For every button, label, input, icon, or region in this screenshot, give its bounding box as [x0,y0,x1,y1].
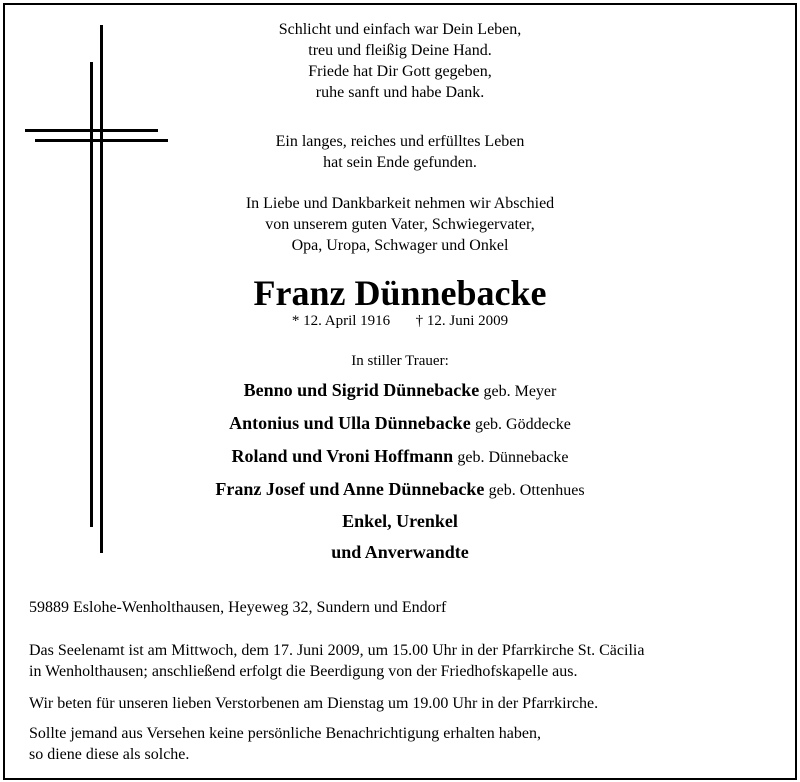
mourner-names: Franz Josef und Anne Dünnebacke [215,479,485,499]
maiden-name: geb. Meyer [483,383,557,400]
mourner-grandchildren: Enkel, Urenkel [342,511,458,531]
requiem-line: in Wenholthausen; anschließend erfolgt die Beerdigung von der Friedhofskapelle aus. [29,663,578,680]
maiden-name: geb. Göddecke [474,416,571,433]
death-date: † 12. Juni 2009 [415,313,509,329]
requiem-info [29,640,769,682]
farewell-line: In Liebe und Dankbarkeit nehmen wir Abschied [245,195,555,212]
note-line: Sollte jemand aus Versehen keine persönliche Benachrichtigung erhalten haben, [29,725,541,742]
poem-line: ruhe sanft und habe Dank. [315,84,485,101]
mourner-names: Benno und Sigrid Dünnebacke [243,380,480,400]
note-line: so diene diese als solche. [29,746,190,763]
birth-date: * 12. April 1916 [291,313,391,329]
farewell-line: von unserem guten Vater, Schwiegervater, [265,216,535,233]
maiden-name: geb. Ottenhues [488,482,585,499]
mourning-label: In stiller Trauer: [351,353,449,369]
maiden-name: geb. Dünnebacke [457,449,569,466]
mourner-family [100,380,700,401]
poem [200,19,600,103]
farewell-line: Opa, Uropa, Schwager und Onkel [291,237,509,254]
life-line: Ein langes, reiches und erfülltes Leben [275,133,525,150]
requiem-line: Das Seelenamt ist am Mittwoch, dem 17. Juni 2009, um 15.00 Uhr in der Pfarrkirche St. Cäcilia [29,642,645,659]
mourner-family [100,479,700,500]
mourner-relatives: und Anverwandte [331,542,469,562]
prayer-info: Wir beten für unseren lieben Verstorbenen am Dienstag um 19.00 Uhr in der Pfarrkirche. [29,695,599,712]
life-verse [200,131,600,173]
mourner-names: Roland und Vroni Hoffmann [231,446,454,466]
life-line: hat sein Ende gefunden. [323,154,477,171]
poem-line: treu und fleißig Deine Hand. [308,42,492,59]
address: 59889 Eslohe-Wenholthausen, Heyeweg 32, Sundern und Endorf [29,599,447,616]
notification-note [29,723,769,765]
poem-line: Friede hat Dir Gott gegeben, [308,63,492,80]
mourner-names: Antonius und Ulla Dünnebacke [229,413,471,433]
poem-line: Schlicht und einfach war Dein Leben, [278,21,522,38]
mourner-family [100,446,700,467]
deceased-name: Franz Dünnebacke [253,273,547,313]
mourner-family [100,413,700,434]
life-dates [150,313,650,330]
farewell-text [170,193,630,256]
